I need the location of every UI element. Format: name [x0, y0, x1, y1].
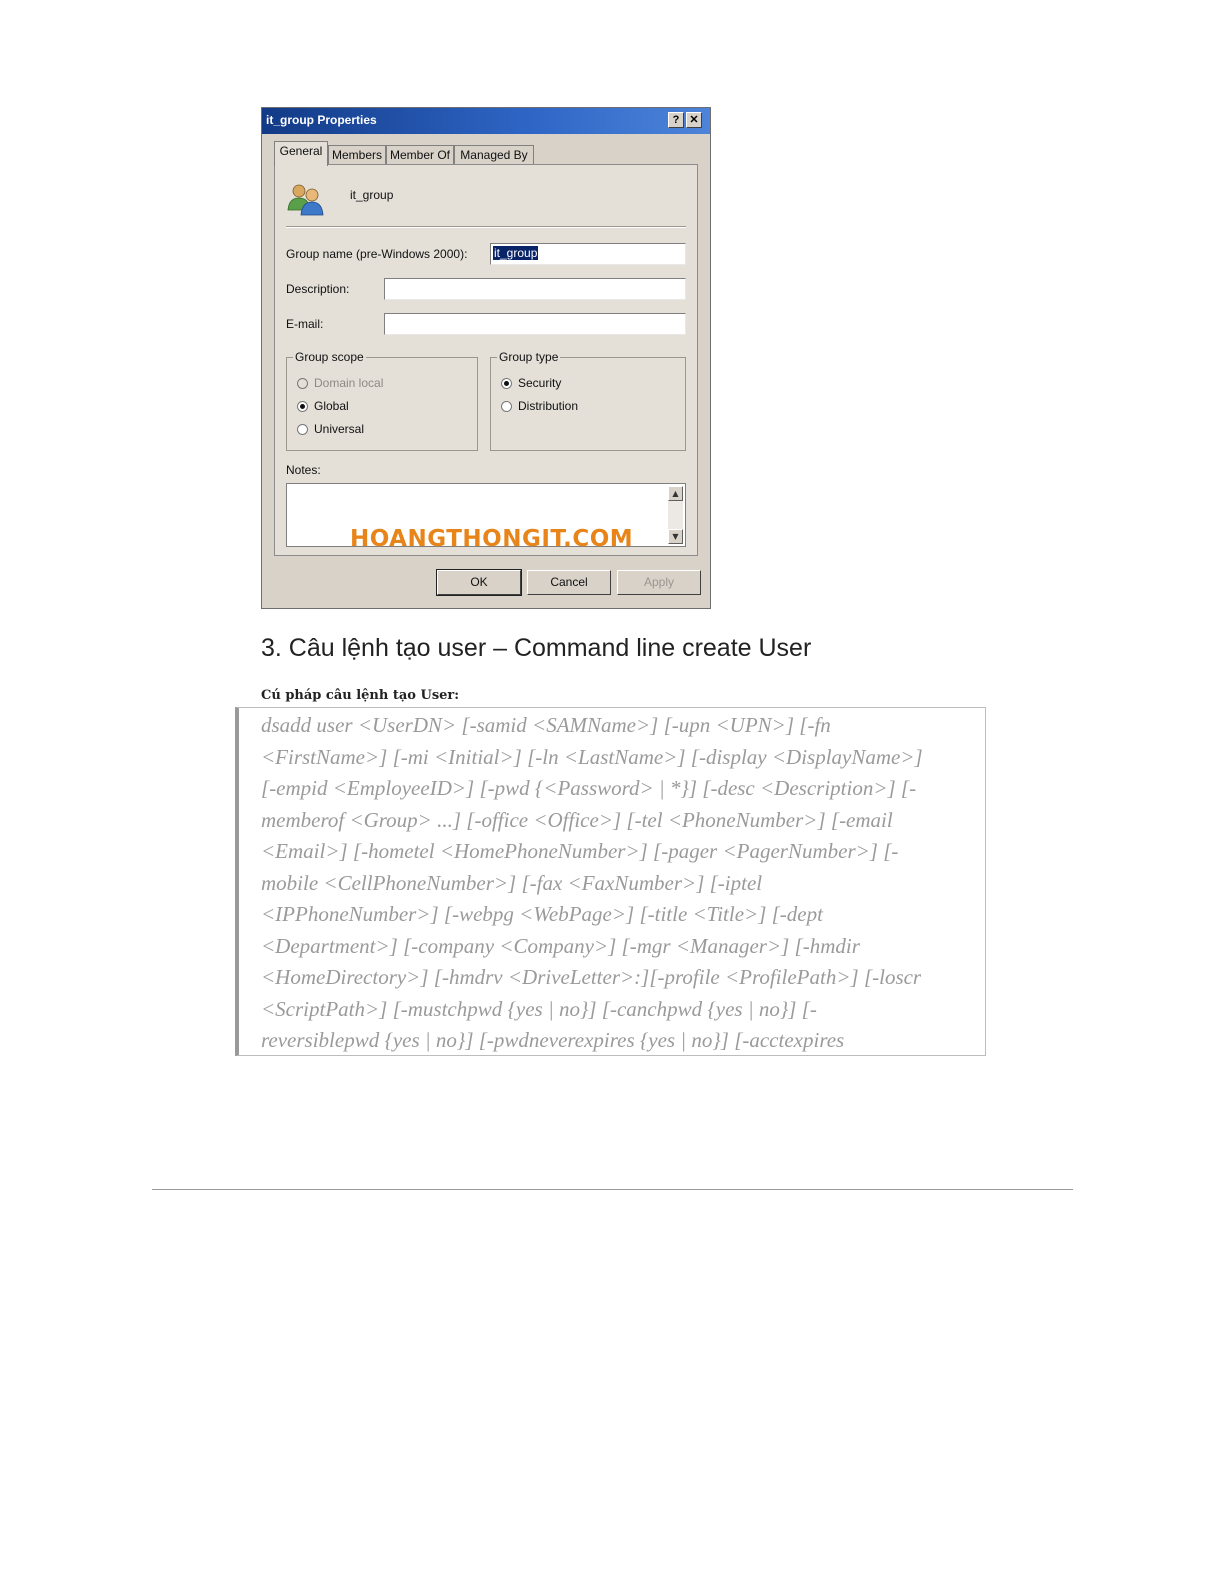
- syntax-blockquote: [235, 707, 986, 1056]
- description-label: Description:: [286, 282, 350, 296]
- syntax-line: [-empid <EmployeeID>] [-pwd {<Password> | *}] [-desc <Description>] [-: [261, 776, 917, 800]
- group-properties-dialog: [261, 107, 711, 609]
- ok-button[interactable]: OK: [437, 570, 521, 595]
- radio-checked-icon: [501, 378, 512, 389]
- pre2000-name-label: Group name (pre-Windows 2000):: [286, 247, 468, 261]
- type-distribution-option[interactable]: [501, 399, 578, 415]
- scope-universal-label: Universal: [314, 422, 365, 436]
- dialog-titlebar[interactable]: [262, 108, 710, 134]
- radio-unchecked-icon: [297, 424, 308, 435]
- pre2000-name-value: it_group: [494, 246, 538, 260]
- scroll-down-icon[interactable]: ▼: [668, 529, 683, 544]
- type-security-label: Security: [518, 376, 562, 390]
- group-users-icon: [286, 182, 326, 216]
- help-button[interactable]: ?: [668, 112, 684, 128]
- apply-button: Apply: [617, 570, 701, 595]
- scope-domain-local-option: [297, 376, 383, 392]
- horizontal-rule: [152, 1189, 1073, 1190]
- group-scope-box: [286, 350, 478, 451]
- watermark: HOANGTHONGIT.COM: [350, 526, 634, 552]
- syntax-text: [261, 710, 973, 1056]
- radio-checked-icon: [297, 401, 308, 412]
- syntax-subheading: Cú pháp câu lệnh tạo User:: [261, 688, 460, 703]
- group-scope-legend: Group scope: [295, 350, 364, 364]
- scroll-up-icon[interactable]: ▲: [668, 486, 683, 501]
- syntax-line: <Email>] [-hometel <HomePhoneNumber>] [-pager <PagerNumber>] [-: [261, 839, 899, 863]
- cancel-button[interactable]: Cancel: [527, 570, 611, 595]
- radio-unchecked-icon: [501, 401, 512, 412]
- scope-global-option[interactable]: [297, 399, 349, 415]
- syntax-line: <HomeDirectory>] [-hmdrv <DriveLetter>:][-profile <ProfilePath>] [-loscr: [261, 965, 922, 989]
- radio-unchecked-icon: [297, 378, 308, 389]
- tab-members[interactable]: Members: [328, 145, 386, 165]
- group-name-display: it_group: [350, 188, 394, 202]
- tab-general[interactable]: General: [274, 141, 328, 166]
- tab-managed-by[interactable]: Managed By: [454, 145, 534, 165]
- close-button[interactable]: ✕: [686, 112, 702, 128]
- type-security-option[interactable]: [501, 376, 561, 392]
- notes-label: Notes:: [286, 463, 321, 477]
- group-type-legend: Group type: [499, 350, 559, 364]
- divider: [286, 226, 686, 228]
- type-distribution-label: Distribution: [518, 399, 579, 413]
- email-field[interactable]: [384, 313, 686, 335]
- description-field[interactable]: [384, 278, 686, 300]
- scope-global-label: Global: [314, 399, 349, 413]
- group-type-box: [490, 350, 686, 451]
- syntax-line: reversiblepwd {yes | no}] [-pwdneverexpires {yes | no}] [-acctexpires: [261, 1028, 845, 1052]
- syntax-line: memberof <Group> ...] [-office <Office>] [-tel <PhoneNumber>] [-email: [261, 807, 893, 832]
- syntax-line: <IPPhoneNumber>] [-webpg <WebPage>] [-title <Title>] [-dept: [261, 902, 823, 926]
- syntax-line: mobile <CellPhoneNumber>] [-fax <FaxNumber>] [-iptel: [261, 870, 763, 895]
- email-label: E-mail:: [286, 317, 324, 331]
- notes-scrollbar[interactable]: [668, 486, 683, 544]
- dialog-title: it_group Properties: [266, 113, 377, 127]
- syntax-line: <ScriptPath>] [-mustchpwd {yes | no}] [-canchpwd {yes | no}] [-: [261, 996, 817, 1021]
- section-heading: 3. Câu lệnh tạo user – Command line create User: [261, 634, 812, 662]
- scope-domain-local-label: Domain local: [314, 376, 384, 390]
- syntax-line: <FirstName>] [-mi <Initial>] [-ln <LastName>] [-display <DisplayName>]: [261, 744, 923, 769]
- pre2000-name-field[interactable]: [490, 243, 686, 265]
- tab-member-of[interactable]: Member Of: [386, 145, 454, 165]
- scope-universal-option[interactable]: [297, 422, 364, 438]
- syntax-line: <Department>] [-company <Company>] [-mgr <Manager>] [-hmdir: [261, 933, 860, 958]
- syntax-line: dsadd user <UserDN> [-samid <SAMName>] [-upn <UPN>] [-fn: [261, 713, 831, 737]
